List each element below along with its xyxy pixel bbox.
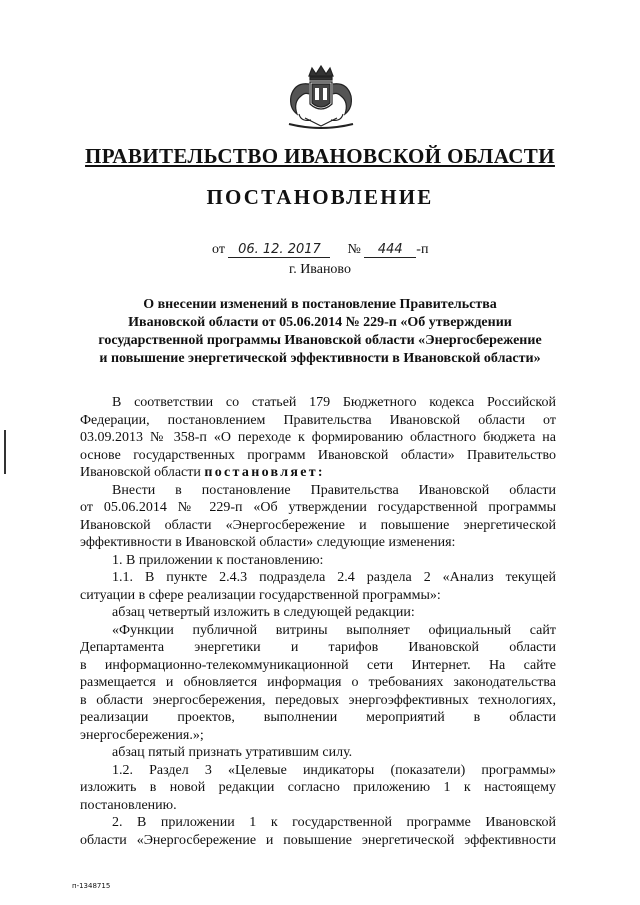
body-line bbox=[80, 499, 556, 517]
number-value: 444 bbox=[364, 242, 416, 258]
margin-mark bbox=[4, 430, 6, 474]
body-line-text: реализации проектов, выполнении мероприятий в области bbox=[80, 710, 556, 725]
body-line bbox=[80, 482, 556, 500]
heading-line: О внесении изменений в постановление Правительства bbox=[143, 297, 497, 312]
body-line-text: от 05.06.2014 № 229-п «Об утверждении государственной программы bbox=[80, 500, 556, 515]
body-line-text: 1.1. В пункте 2.4.3 подраздела 2.4 раздела 2 «Анализ текущей bbox=[112, 570, 556, 585]
document-heading bbox=[70, 296, 570, 368]
body-line-text: области «Энергосбережение и повышение энергетической эффективности bbox=[80, 832, 556, 848]
body-line-text: в информационно-телекоммуникационной сети Интернет. На сайте bbox=[80, 657, 556, 673]
body-line-text: Департамента энергетики и тарифов Ивановской области bbox=[80, 640, 556, 655]
body-line bbox=[80, 779, 556, 797]
body-line bbox=[80, 762, 556, 780]
body-line-text: постановлению. bbox=[80, 797, 177, 813]
heading-line: Ивановской области от 05.06.2014 № 229-п «Об утверждении bbox=[128, 315, 512, 330]
body-line bbox=[80, 674, 556, 692]
body-line bbox=[80, 587, 556, 605]
number-prefix: № bbox=[347, 242, 361, 257]
body-line-text: «Функции публичной витрины выполняет официальный сайт bbox=[112, 622, 556, 638]
body-line bbox=[80, 412, 556, 430]
body-line bbox=[80, 709, 556, 727]
body-line bbox=[80, 534, 556, 552]
government-title: ПРАВИТЕЛЬСТВО ИВАНОВСКОЙ ОБЛАСТИ bbox=[85, 144, 555, 168]
body-line-text: Ивановской области bbox=[80, 465, 201, 480]
body-line bbox=[80, 832, 556, 850]
body-line-text: абзац пятый признать утратившим силу. bbox=[112, 745, 353, 760]
body-line-text: энергосбережения.»; bbox=[80, 727, 204, 743]
body-line-text: Ивановской области «Энергосбережение и повышение энергетической bbox=[80, 517, 556, 533]
body-line bbox=[80, 447, 556, 465]
body-line bbox=[80, 552, 556, 570]
city: г. Иваново bbox=[289, 262, 351, 277]
body-line-text: в области энергосбережения, передовых энергоэффективных технологиях, bbox=[80, 692, 556, 708]
body-line bbox=[80, 464, 556, 482]
body-line-text: 2. В приложении 1 к государственной программе Ивановской bbox=[112, 815, 556, 830]
body-line-text: эффективности в Ивановской области» следующие изменения: bbox=[80, 535, 456, 550]
body-line-text: размещается и обновляется информация о требованиях законодательства bbox=[80, 675, 556, 690]
body-line-text: Федерации, постановлением Правительства Ивановской области от bbox=[80, 412, 556, 428]
body-line bbox=[80, 569, 556, 587]
body-line-text: абзац четвертый изложить в следующей редакции: bbox=[112, 605, 415, 620]
date-prefix: от bbox=[212, 242, 225, 257]
body-line-text: 1. В приложении к постановлению: bbox=[112, 552, 324, 568]
body-line bbox=[80, 429, 556, 447]
resolves-word: постановляет: bbox=[204, 465, 325, 480]
body-line-text: 1.2. Раздел 3 «Целевые индикаторы (показатели) программы» bbox=[112, 762, 556, 778]
body-line bbox=[80, 622, 556, 640]
body-line bbox=[80, 657, 556, 675]
body-line bbox=[80, 744, 556, 762]
body-line-text: ситуации в сфере реализации государственной программы»: bbox=[80, 587, 441, 603]
body-line-text: изложить в новой редакции согласно приложению 1 к настоящему bbox=[80, 780, 556, 795]
body-text bbox=[80, 394, 556, 849]
number-suffix: -п bbox=[416, 242, 429, 257]
body-line-text: основе государственных программ Ивановской области» Правительство bbox=[80, 447, 556, 463]
body-line bbox=[80, 604, 556, 622]
body-line-text: В соответствии со статьей 179 Бюджетного кодекса Российской bbox=[112, 395, 556, 410]
date-value: 06. 12. 2017 bbox=[228, 242, 330, 258]
body-line bbox=[80, 727, 556, 745]
heading-line: государственной программы Ивановской области «Энергосбережение bbox=[98, 333, 542, 348]
body-line-text: 03.09.2013 № 358-п «О переходе к формированию областного бюджета на bbox=[80, 430, 556, 445]
heading-line: и повышение энергетической эффективности в Ивановской области» bbox=[99, 351, 541, 366]
body-line bbox=[80, 394, 556, 412]
body-line bbox=[80, 517, 556, 535]
body-line bbox=[80, 639, 556, 657]
ivanovo-coat-of-arms-icon bbox=[281, 62, 361, 130]
body-line bbox=[80, 797, 556, 815]
body-line-text: Внести в постановление Правительства Ивановской области bbox=[112, 482, 556, 498]
footer-code: п-1348715 bbox=[72, 882, 111, 890]
body-line bbox=[80, 692, 556, 710]
date-number-line bbox=[212, 242, 428, 258]
body-line bbox=[80, 814, 556, 832]
document-type: ПОСТАНОВЛЕНИЕ bbox=[206, 185, 434, 209]
